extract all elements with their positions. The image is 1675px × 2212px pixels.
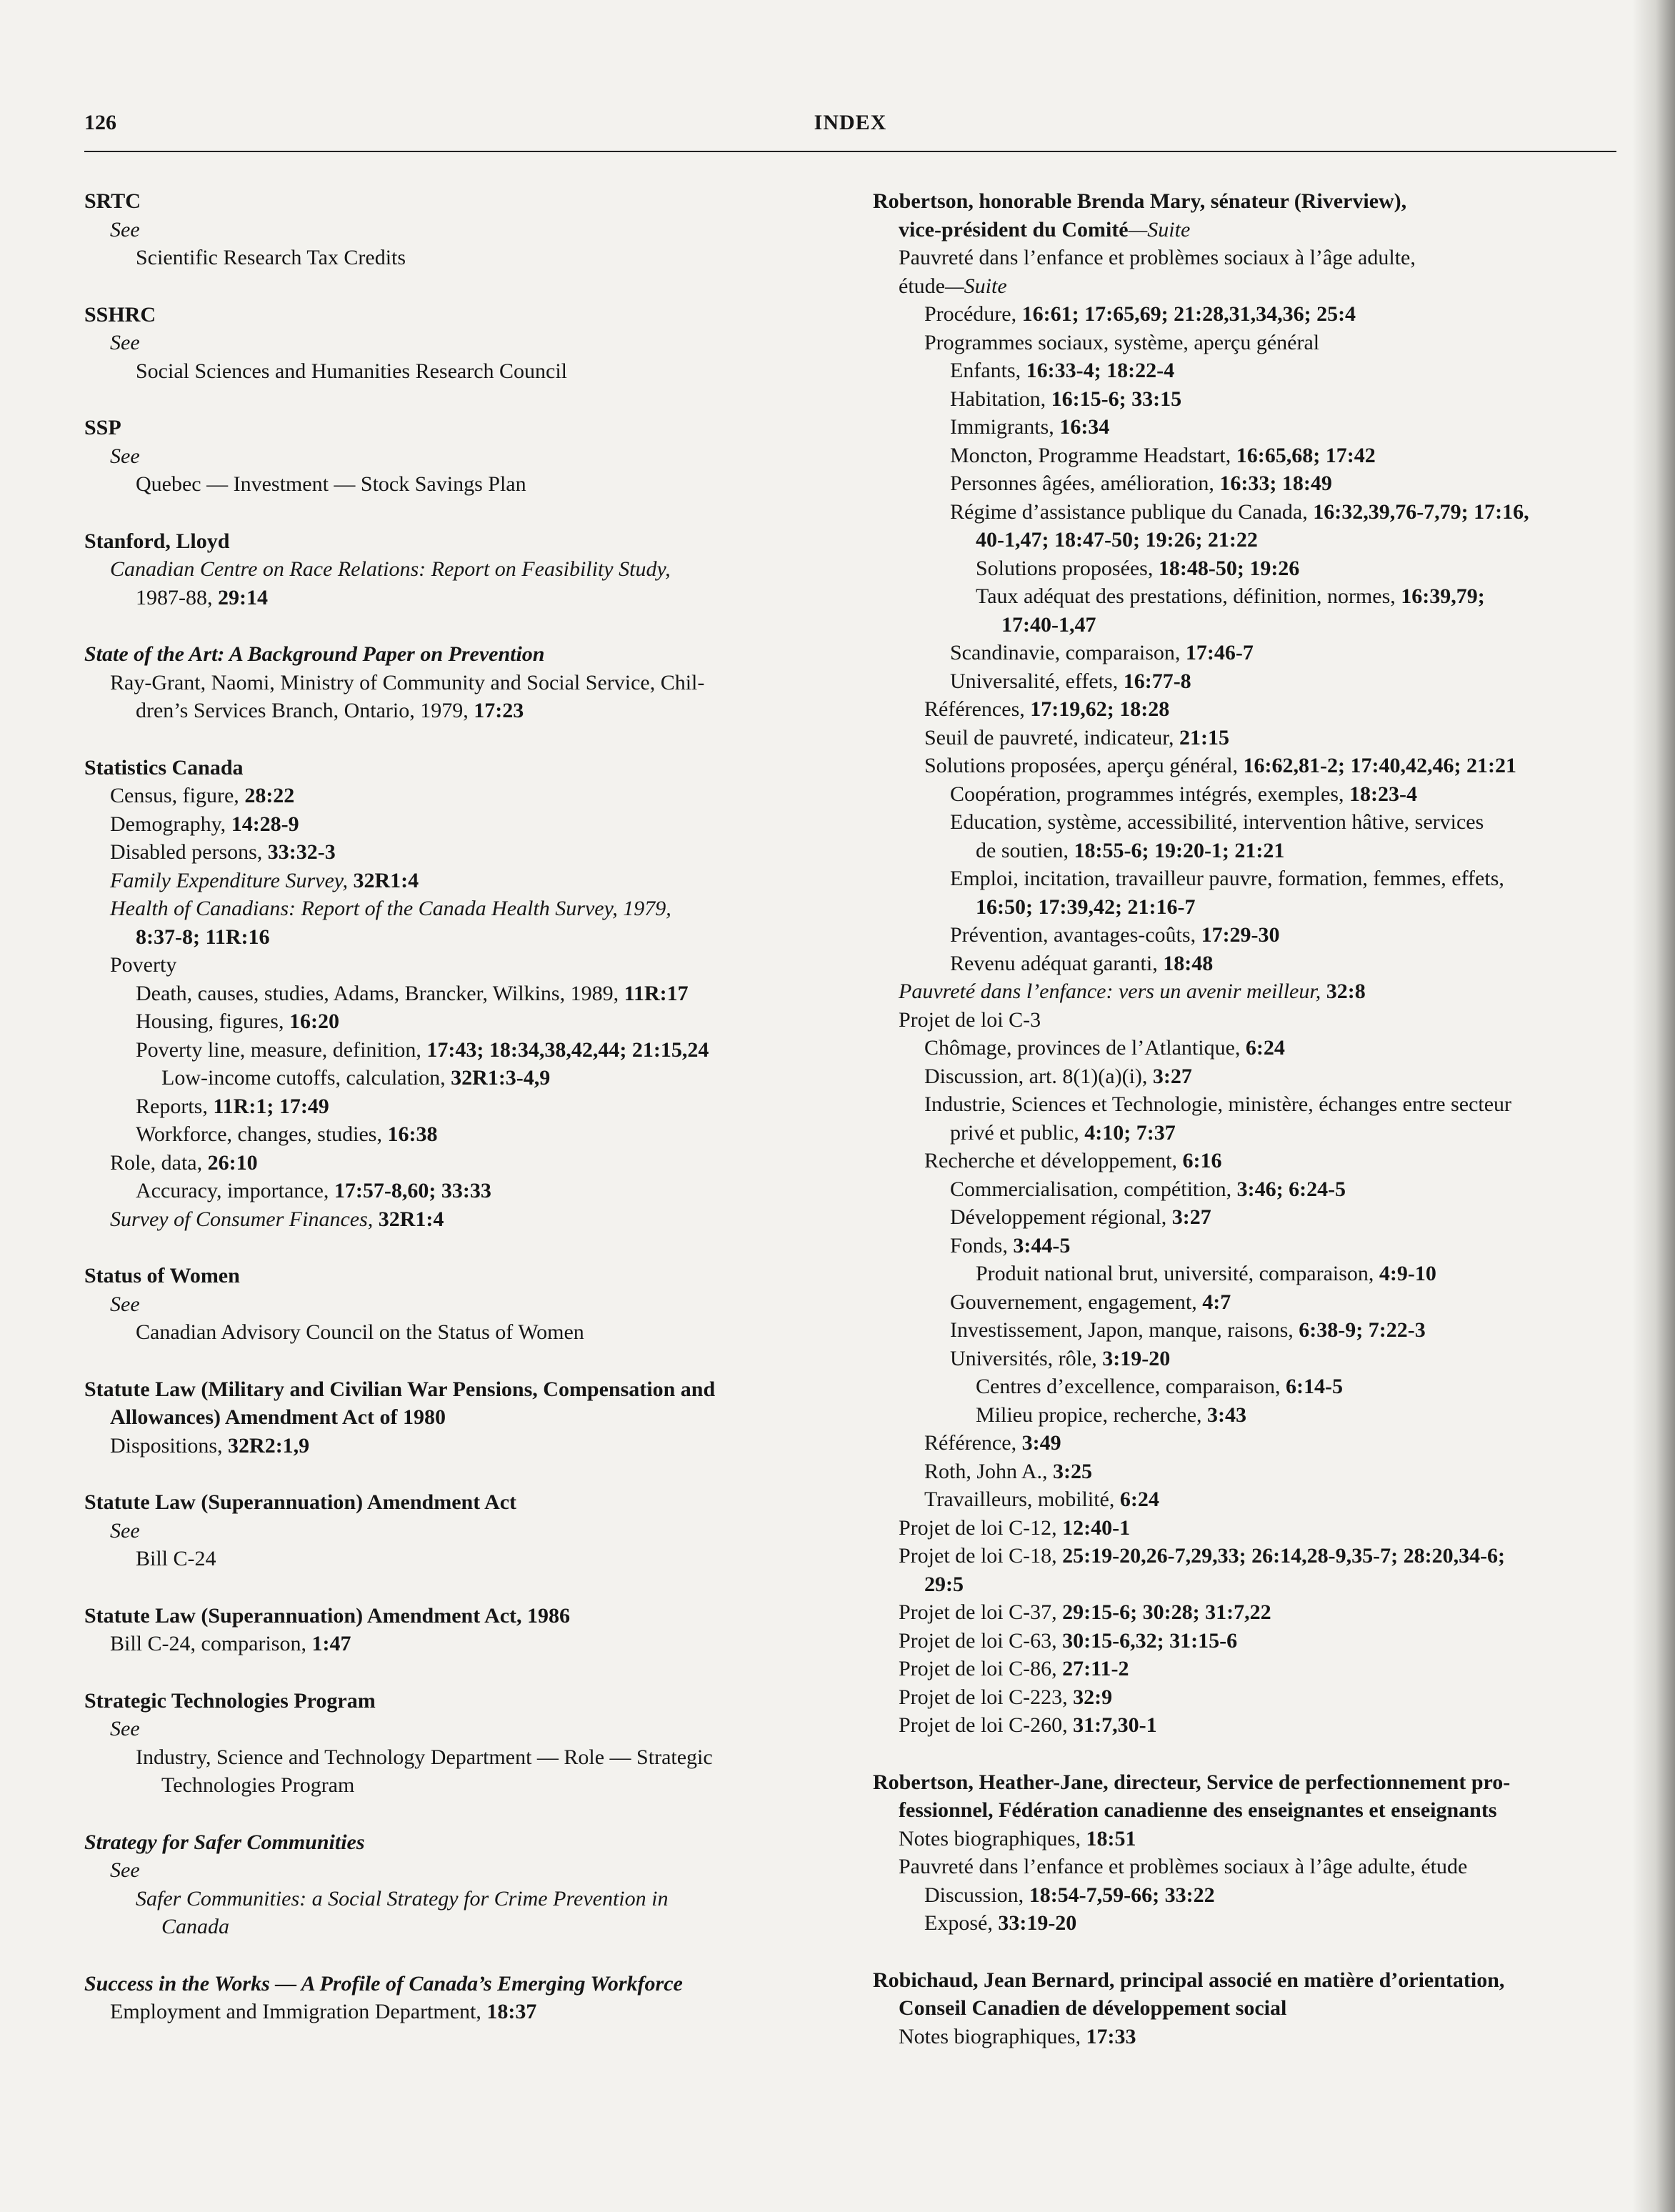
entry-heading: Statistics Canada xyxy=(84,755,244,779)
subsubentry: Solutions proposées, aperçu général, 16:62,81-2; 17:40,42,46; 21:21 xyxy=(924,754,1516,777)
subsubentry: Reports, 11R:1; 17:49 xyxy=(136,1094,329,1118)
subsubentry: Prévention, avantages-coûts, 17:29-30 xyxy=(950,923,1280,947)
entry-heading: State of the Art: A Background Paper on Prevention xyxy=(84,642,545,666)
subentry: Pauvreté dans l’enfance: vers un avenir meilleur, 32:8 xyxy=(899,980,1366,1003)
see-target-cont: Canada xyxy=(161,1915,230,1938)
index-entry-success-in-the-works xyxy=(84,1970,841,2026)
subentry-cont: dren’s Services Branch, Ontario, 1979, 17:23 xyxy=(136,699,524,722)
see-target: Safer Communities: a Social Strategy for Crime Prevention in xyxy=(136,1886,669,1910)
subsubentry: Fonds, 3:44-5 xyxy=(950,1233,1071,1257)
page-header xyxy=(84,111,1616,154)
subentry-cont: 29:5 xyxy=(924,1572,964,1596)
see-label: See xyxy=(110,1518,140,1543)
subsubentry: Emploi, incitation, travailleur pauvre, formation, femmes, effets, xyxy=(950,867,1504,890)
subentry: Projet de loi C-63, 30:15-6,32; 31:15-6 xyxy=(899,1628,1238,1653)
subsubentry: Régime d’assistance publique du Canada, 16:32,39,76-7,79; 17:16, xyxy=(950,499,1529,524)
index-entry-statute-law-superannuation xyxy=(84,1488,841,1573)
subentry: Pauvreté dans l’enfance et problèmes sociaux à l’âge adulte, xyxy=(899,246,1416,269)
subentry: Projet de loi C-223, 32:9 xyxy=(899,1685,1113,1709)
subsubentry: Enfants, 16:33-4; 18:22-4 xyxy=(950,359,1175,382)
subsubentry: Death, causes, studies, Adams, Brancker, Wilkins, 1989, 11R:17 xyxy=(136,981,689,1005)
subsubentry: Seuil de pauvreté, indicateur, 21:15 xyxy=(924,725,1229,749)
index-entry-status-of-women xyxy=(84,1262,841,1347)
subentry: Projet de loi C-37, 29:15-6; 30:28; 31:7,22 xyxy=(899,1600,1271,1624)
subsubentry: Solutions proposées, 18:48-50; 19:26 xyxy=(976,556,1300,580)
left-column xyxy=(84,187,841,2055)
see-label: See xyxy=(110,217,140,241)
subsubentry: Poverty line, measure, definition, 17:43; 18:34,38,42,44; 21:15,24 xyxy=(136,1037,709,1062)
subentry: Projet de loi C-260, 31:7,30-1 xyxy=(899,1713,1157,1737)
entry-heading: SSHRC xyxy=(84,302,156,327)
subsubentry-cont: de soutien, 18:55-6; 19:20-1; 21:21 xyxy=(976,838,1285,862)
see-target: Social Sciences and Humanities Research Council xyxy=(136,359,567,383)
entry-heading: Robertson, honorable Brenda Mary, sénateur (Riverview), xyxy=(873,189,1407,213)
entry-heading: SSP xyxy=(84,416,121,439)
subsubentry: Moncton, Programme Headstart, 16:65,68; 17:42 xyxy=(950,443,1376,467)
subsubentry: Commercialisation, compétition, 3:46; 6:24-5 xyxy=(950,1177,1346,1201)
subsubentry-cont: privé et public, 4:10; 7:37 xyxy=(950,1120,1176,1145)
subsubentry: Education, système, accessibilité, intervention hâtive, services xyxy=(950,810,1484,834)
subsubentry: Housing, figures, 16:20 xyxy=(136,1010,339,1033)
index-entry-state-of-the-art xyxy=(84,640,841,725)
subsubentry: Centres d’excellence, comparaison, 6:14-5 xyxy=(976,1375,1343,1398)
entry-heading: Robertson, Heather-Jane, directeur, Service de perfectionnement pro- xyxy=(873,1770,1511,1794)
subsubentry: Gouvernement, engagement, 4:7 xyxy=(950,1290,1231,1314)
subsubentry: Habitation, 16:15-6; 33:15 xyxy=(950,387,1182,411)
subsubentry: Discussion, art. 8(1)(a)(i), 3:27 xyxy=(924,1064,1192,1088)
entry-heading: Strategy for Safer Communities xyxy=(84,1830,365,1854)
subentry: Projet de loi C-86, 27:11-2 xyxy=(899,1657,1129,1680)
subsubentry: Chômage, provinces de l’Atlantique, 6:24 xyxy=(924,1036,1285,1060)
index-entry-stanford xyxy=(84,527,841,612)
subsubentry: Immigrants, 16:34 xyxy=(950,415,1110,439)
entry-heading: Status of Women xyxy=(84,1264,240,1287)
header-rule xyxy=(84,151,1616,152)
see-target: Bill C-24 xyxy=(136,1547,216,1570)
subentry: Role, data, 26:10 xyxy=(110,1150,258,1175)
index-entry-statistics-canada xyxy=(84,754,841,1234)
entry-heading: Statute Law (Military and Civilian War Pensions, Compensation and xyxy=(84,1377,716,1401)
page-number: 126 xyxy=(84,111,116,134)
subsubentry: Taux adéquat des prestations, définition, normes, 16:39,79; xyxy=(976,584,1485,608)
index-entry-statute-law-superannuation-1986 xyxy=(84,1602,841,1658)
subsubentry-cont: 40-1,47; 18:47-50; 19:26; 21:22 xyxy=(976,528,1258,552)
subsubentry: Coopération, programmes intégrés, exemples, 18:23-4 xyxy=(950,782,1417,806)
see-label: See xyxy=(110,1292,140,1316)
index-entry-robichaud xyxy=(873,1966,1619,2051)
entry-heading-cont: Conseil Canadien de développement social xyxy=(899,1996,1287,2020)
see-label: See xyxy=(110,331,140,354)
entry-heading: Stanford, Lloyd xyxy=(84,529,230,553)
subentry: Notes biographiques, 18:51 xyxy=(899,1826,1136,1850)
index-entry-statute-law-war-pensions xyxy=(84,1375,841,1460)
see-label: See xyxy=(110,1717,140,1740)
subentry: Family Expenditure Survey, 32R1:4 xyxy=(110,868,419,892)
entry-heading: Statute Law (Superannuation) Amendment Act, 1986 xyxy=(84,1603,571,1628)
index-entry-strategy-safer-communities xyxy=(84,1828,841,1941)
subsubentry: Industrie, Sciences et Technologie, ministère, échanges entre secteur xyxy=(924,1092,1512,1116)
index-entry-sshrc xyxy=(84,301,841,386)
index-entry-robertson-brenda xyxy=(873,187,1619,1740)
index-entry-srtc xyxy=(84,187,841,272)
see-target: Industry, Science and Technology Department — Role — Strategic xyxy=(136,1745,713,1769)
entry-heading-cont: vice-président du Comité—Suite xyxy=(899,217,1191,241)
index-entry-strategic-technologies xyxy=(84,1687,841,1800)
subentry: Survey of Consumer Finances, 32R1:4 xyxy=(110,1207,444,1231)
entry-heading: Robichaud, Jean Bernard, principal associé en matière d’orientation, xyxy=(873,1968,1505,1992)
entry-heading: Success in the Works — A Profile of Canada’s Emerging Workforce xyxy=(84,1971,683,1996)
subentry: Demography, 14:28-9 xyxy=(110,812,299,836)
subsubentry: Recherche et développement, 6:16 xyxy=(924,1149,1222,1172)
subentry: Projet de loi C-12, 12:40-1 xyxy=(899,1515,1131,1540)
entry-heading-cont: Allowances) Amendment Act of 1980 xyxy=(110,1405,446,1429)
subsubentry: Programmes sociaux, système, aperçu général xyxy=(924,330,1320,354)
see-target-cont: Technologies Program xyxy=(161,1773,355,1797)
subentry: Employment and Immigration Department, 18:37 xyxy=(110,2000,537,2023)
subsubentry: Produit national brut, université, comparaison, 4:9-10 xyxy=(976,1262,1436,1285)
subentry: Census, figure, 28:22 xyxy=(110,784,295,807)
subentry: Poverty xyxy=(110,953,177,977)
subsubentry: Scandinavie, comparaison, 17:46-7 xyxy=(950,641,1254,664)
subsubentry: Référence, 3:49 xyxy=(924,1431,1061,1455)
subsubentry: Investissement, Japon, manque, raisons, 6:38-9; 7:22-3 xyxy=(950,1318,1426,1342)
subsubentry: Milieu propice, recherche, 3:43 xyxy=(976,1403,1247,1427)
subsubentry-cont: 17:40-1,47 xyxy=(1001,612,1096,637)
subentry: Health of Canadians: Report of the Canada Health Survey, 1979, xyxy=(110,897,671,920)
entry-heading: Statute Law (Superannuation) Amendment Act xyxy=(84,1490,517,1514)
see-target: Quebec — Investment — Stock Savings Plan xyxy=(136,472,526,496)
index-entry-ssp xyxy=(84,414,841,499)
right-column xyxy=(873,187,1619,2079)
subentry: Pauvreté dans l’enfance et problèmes sociaux à l’âge adulte, étude xyxy=(899,1855,1468,1878)
subentry: Disabled persons, 33:32-3 xyxy=(110,840,336,864)
subentry: Bill C-24, comparison, 1:47 xyxy=(110,1632,351,1655)
index-entry-robertson-heather-jane xyxy=(873,1768,1619,1938)
subentry-cont: étude—Suite xyxy=(899,274,1007,298)
subsubentry: Développement régional, 3:27 xyxy=(950,1205,1211,1229)
subentry: Canadian Centre on Race Relations: Report on Feasibility Study, xyxy=(110,557,671,581)
subsubentry: Discussion, 18:54-7,59-66; 33:22 xyxy=(924,1883,1215,1907)
subentry: Projet de loi C-18, 25:19-20,26-7,29,33; 26:14,28-9,35-7; 28:20,34-6; xyxy=(899,1544,1506,1568)
see-label: See xyxy=(110,1858,140,1882)
subentry: Notes biographiques, 17:33 xyxy=(899,2024,1136,2048)
subentry-cont: 1987-88, 29:14 xyxy=(136,585,268,609)
subsubentry: Workforce, changes, studies, 16:38 xyxy=(136,1122,438,1146)
subsubentry: Procédure, 16:61; 17:65,69; 21:28,31,34,36; 25:4 xyxy=(924,302,1356,326)
see-target: Canadian Advisory Council on the Status of Women xyxy=(136,1320,584,1344)
subentry-cont: 8:37-8; 11R:16 xyxy=(136,925,270,949)
subsubentry: Accuracy, importance, 17:57-8,60; 33:33 xyxy=(136,1179,491,1202)
page-edge-shadow xyxy=(1632,0,1675,2212)
entry-heading: Strategic Technologies Program xyxy=(84,1688,376,1713)
subentry: Dispositions, 32R2:1,9 xyxy=(110,1433,310,1458)
see-label: See xyxy=(110,444,140,468)
subsubentry: Exposé, 33:19-20 xyxy=(924,1911,1077,1935)
entry-heading-cont: fessionnel, Fédération canadienne des enseignantes et enseignants xyxy=(899,1798,1497,1822)
subsubentry: Travailleurs, mobilité, 6:24 xyxy=(924,1488,1159,1511)
subsubentry: Personnes âgées, amélioration, 16:33; 18:49 xyxy=(950,472,1332,495)
subsubentry-cont: 16:50; 17:39,42; 21:16-7 xyxy=(976,895,1196,919)
subsubentry: Universalité, effets, 16:77-8 xyxy=(950,669,1191,693)
subentry: Ray-Grant, Naomi, Ministry of Community and Social Service, Chil- xyxy=(110,670,705,694)
subsubentry: Universités, rôle, 3:19-20 xyxy=(950,1346,1171,1370)
subsubentry: Références, 17:19,62; 18:28 xyxy=(924,697,1170,721)
see-target: Scientific Research Tax Credits xyxy=(136,246,406,269)
subsubentry: Roth, John A., 3:25 xyxy=(924,1459,1093,1483)
subentry: Projet de loi C-3 xyxy=(899,1007,1041,1032)
running-head: INDEX xyxy=(814,111,887,134)
entry-heading: SRTC xyxy=(84,189,141,213)
subsubentry: Low-income cutoffs, calculation, 32R1:3-4,9 xyxy=(161,1066,551,1090)
subsubentry: Revenu adéquat garanti, 18:48 xyxy=(950,951,1214,975)
